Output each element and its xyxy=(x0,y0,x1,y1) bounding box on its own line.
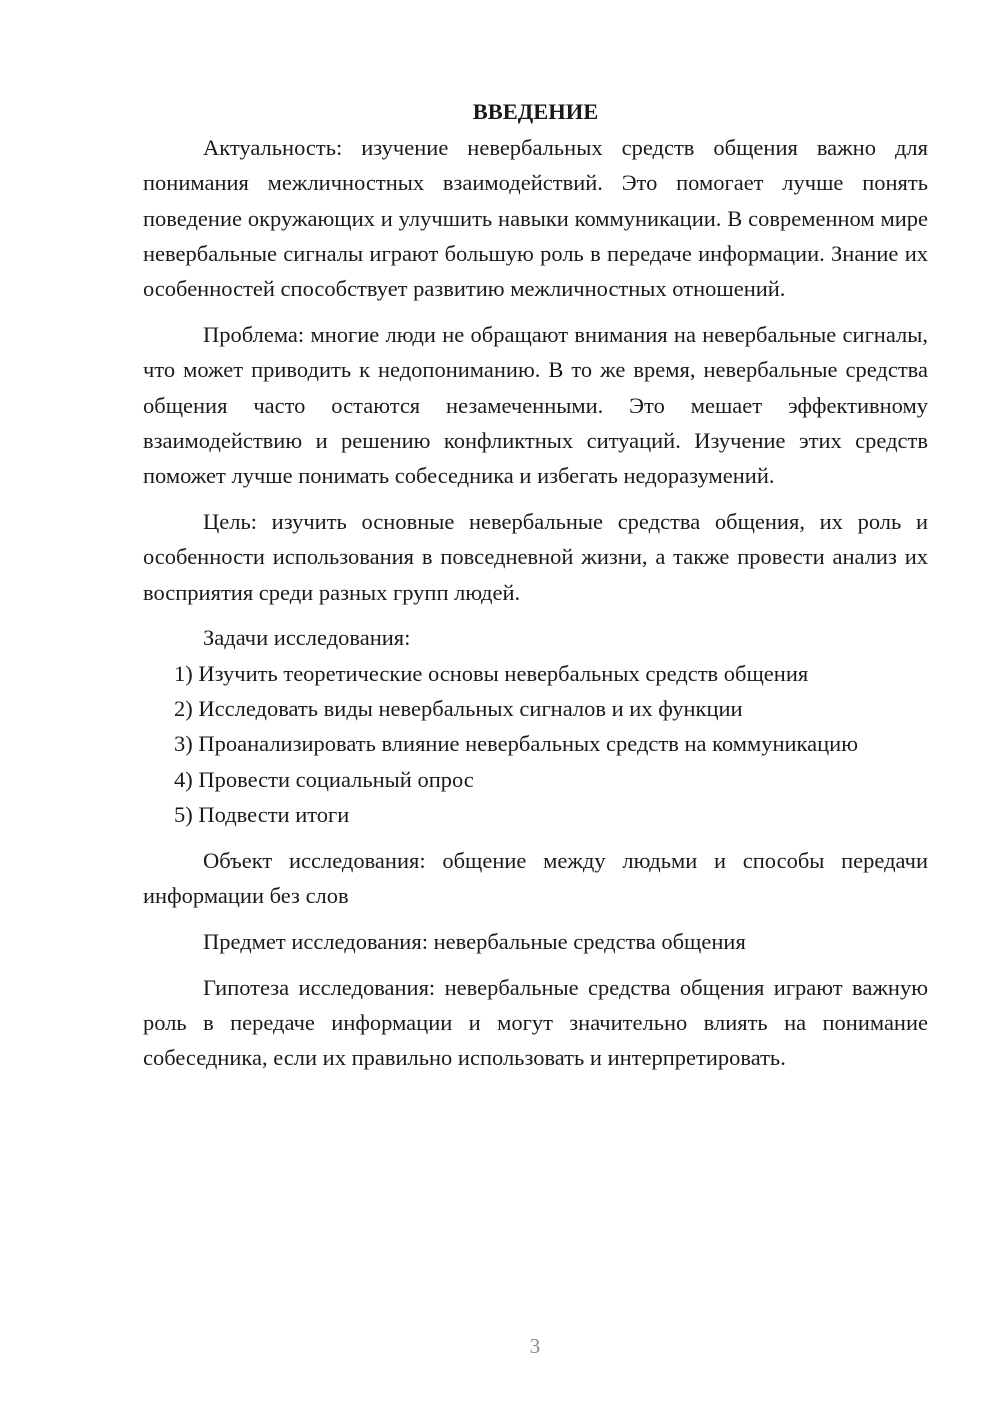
task-item-5: 5) Подвести итоги xyxy=(174,801,350,827)
page-content xyxy=(143,94,928,1075)
task-item-1: 1) Изучить теоретические основы невербальных средств общения xyxy=(174,660,809,686)
paragraph-object: Объект исследования: общение между людьми и способы передачи информации без слов xyxy=(143,847,928,908)
task-item-3: 3) Проанализировать влияние невербальных средств на коммуникацию xyxy=(174,731,859,757)
paragraph-subject: Предмет исследования: невербальные средства общения xyxy=(203,928,746,954)
paragraph-problem: Проблема: многие люди не обращают внимания на невербальные сигналы, что может приводить к недопониманию. В то же время, невербальные средства общения часто остаются незамеченными. Это мешает эффективному взаимодействию и решению конфликтных ситуаций. Изучение этих средств поможет лучше понимать собеседника и избегать недоразумений. xyxy=(143,321,928,489)
task-item-2: 2) Исследовать виды невербальных сигналов и их функции xyxy=(174,695,743,721)
paragraph-relevance: Актуальность: изучение невербальных средств общения важно для понимания межличностных взаимодействий. Это помогает лучше понять поведение окружающих и улучшить навыки коммуникации. В современном мире невербальные сигналы играют большую роль в передаче информации. Знание их особенностей способствует развитию межличностных отношений. xyxy=(143,135,928,302)
paragraph-hypothesis: Гипотеза исследования: невербальные средства общения играют важную роль в передаче информации и могут значительно влиять на понимание собеседника, если их правильно использовать и интерпретировать. xyxy=(143,974,928,1071)
paragraph-goal: Цель: изучить основные невербальные средства общения, их роль и особенности использования в повседневной жизни, а также провести анализ их восприятия среди разных групп людей. xyxy=(143,508,928,605)
page-number: 3 xyxy=(529,1334,541,1358)
section-heading: ВВЕДЕНИЕ xyxy=(472,99,599,124)
task-item-4: 4) Провести социальный опрос xyxy=(174,766,474,792)
tasks-title: Задачи исследования: xyxy=(203,625,411,651)
